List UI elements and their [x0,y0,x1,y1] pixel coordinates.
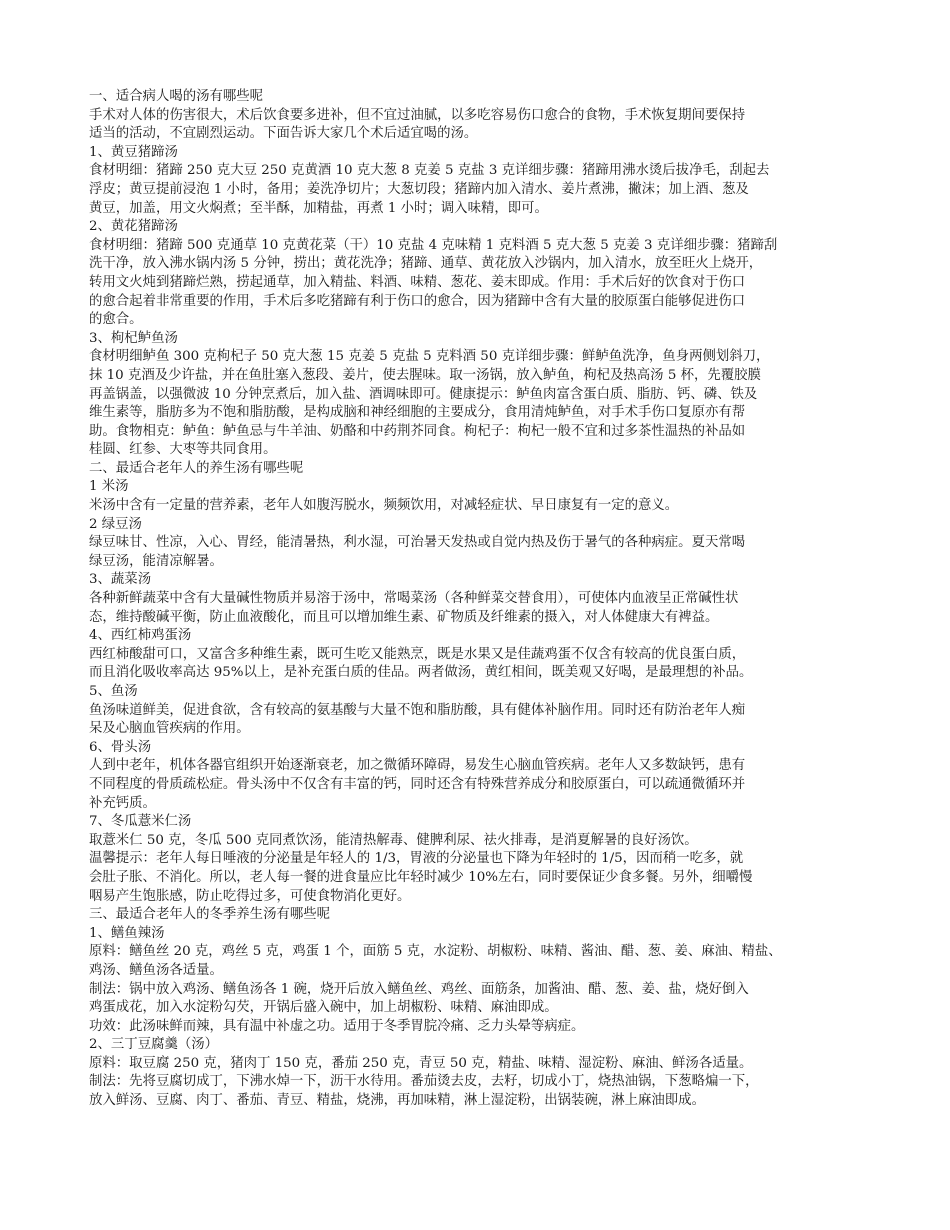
text-line: 鸡蛋成花，加入水淀粉勾芡，开锅后盛入碗中，加上胡椒粉、味精、麻油即成。 [89,1000,558,1016]
text-line: 鸡汤、鳝鱼汤各适量。 [89,962,223,978]
text-line: 食材明细鲈鱼 300 克枸杞子 50 克大葱 15 克姜 5 克盐 5 克料酒 50 克详细步骤：鲜鲈鱼洗净，鱼身两侧划斜刀， [89,349,770,365]
text-line: 1、黄豆猪蹄汤 [89,144,178,160]
text-line: 功效：此汤味鲜而辣，具有温中补虚之功。适用于冬季胃脘冷痛、乏力头晕等病症。 [89,1018,585,1034]
text-line: 西红柿酸甜可口，又富含多种维生素，既可生吃又能熟烹，既是水果又是佳蔬鸡蛋不仅含有较高的优良蛋白质， [89,646,746,662]
text-line: 而且消化吸收率高达 95%以上，是补充蛋白质的佳品。两者做汤，黄红相间，既美观又好喝，是最理想的补品。 [89,665,753,681]
text-line: 黄豆，加盖，用文火焖煮；至半酥，加精盐，再煮 1 小时；调入味精，即可。 [89,200,548,216]
text-line: 取薏米仁 50 克，冬瓜 500 克同煮饮汤，能清热解毒、健脾利尿、祛火排毒，是消夏解暑的良好汤饮。 [89,832,698,848]
text-line: 食材明细：猪蹄 500 克通草 10 克黄花菜（干）10 克盐 4 克味精 1 克料酒 5 克大葱 5 克姜 3 克详细步骤：猪蹄刮 [89,237,778,253]
text-line: 三、最适合老年人的冬季养生汤有哪些呢 [89,907,331,923]
text-line: 原料：取豆腐 250 克，猪肉丁 150 克，番茄 250 克，青豆 50 克，精盐、味精、湿淀粉、麻油、鲜汤各适量。 [89,1055,753,1071]
text-line: 食材明细：猪蹄 250 克大豆 250 克黄酒 10 克大葱 8 克姜 5 克盐 3 克详细步骤：猪蹄用沸水烫后拔净毛，刮起去 [89,163,770,179]
text-line: 适当的活动，不宜剧烈运动。下面告诉大家几个术后适宜喝的汤。 [89,126,478,142]
text-line: 鱼汤味道鲜美，促进食欲，含有较高的氨基酸与大量不饱和脂肪酸，具有健体补脑作用。同时还有防治老年人痴 [89,702,746,718]
text-line: 7、冬瓜薏米仁汤 [89,814,192,830]
text-line: 4、西红柿鸡蛋汤 [89,628,192,644]
text-line: 温馨提示：老年人每日唾液的分泌量是年轻人的 1/3，胃液的分泌量也下降为年轻时的 1/5，因而稍一吃多，就 [89,851,744,867]
text-line: 不同程度的骨质疏松症。骨头汤中不仅含有丰富的钙，同时还含有特殊营养成分和胶原蛋白，可以疏通微循环并 [89,776,746,792]
text-line: 二、最适合老年人的养生汤有哪些呢 [89,460,304,476]
text-line: 会肚子胀、不消化。所以，老人每一餐的进食量应比年轻时减少 10%左右，同时要保证少食多餐。另外，细嚼慢 [89,869,753,885]
text-line: 3、蔬菜汤 [89,572,152,588]
text-line: 再盖锅盖，以强微波 10 分钟烹煮后，加入盐、酒调味即可。健康提示：鲈鱼肉富含蛋白质、脂肪、钙、磷、铁及 [89,386,758,402]
text-line: 手术对人体的伤害很大，术后饮食要多进补，但不宜过油腻，以多吃容易伤口愈合的食物，手术恢复期间要保持 [89,107,746,123]
text-line: 1、鳝鱼辣汤 [89,925,165,941]
text-line: 2、三丁豆腐羹（汤） [89,1037,219,1053]
text-line: 的愈合起着非常重要的作用，手术后多吃猪蹄有利于伤口的愈合，因为猪蹄中含有大量的胶原蛋白能够促进伤口 [89,293,746,309]
text-line: 原料：鳝鱼丝 20 克，鸡丝 5 克，鸡蛋 1 个，面筋 5 克，水淀粉、胡椒粉、味精、酱油、醋、葱、姜、麻油、精盐、 [89,944,782,960]
text-line: 3、枸杞鲈鱼汤 [89,330,178,346]
text-line: 呆及心脑血管疾病的作用。 [89,721,250,737]
text-line: 6、骨头汤 [89,739,152,755]
text-line: 1 米汤 [89,479,129,495]
text-line: 米汤中含有一定量的营养素，老年人如腹泻脱水，频频饮用，对减轻症状、早日康复有一定的意义。 [89,498,679,514]
document-body [89,88,872,1111]
text-line: 桂圆、红参、大枣等共同食用。 [89,442,277,458]
text-line: 制法：先将豆腐切成丁，下沸水焯一下，沥干水待用。番茄烫去皮，去籽，切成小丁，烧热油锅，下葱略煸一下， [89,1074,759,1090]
text-line: 绿豆味甘、性凉，入心、胃经，能清暑热，利水湿，可治暑天发热或自觉内热及伤于暑气的各种病症。夏天常喝 [89,535,746,551]
text-line: 洗干净，放入沸水锅内汤 5 分钟，捞出；黄花洗净；猪蹄、通草、黄花放入沙锅内，加入清水，放至旺火上烧开， [89,256,763,272]
text-line: 的愈合。 [89,312,143,328]
text-line: 一、适合病人喝的汤有哪些呢 [89,89,264,104]
text-line: 补充钙质。 [89,795,156,811]
text-line: 2 绿豆汤 [89,516,142,532]
text-line: 人到中老年，机体各器官组织开始逐渐衰老，加之微循环障碍，易发生心脑血管疾病。老年人又多数缺钙，患有 [89,758,746,774]
text-line: 抹 10 克酒及少许盐，并在鱼肚塞入葱段、姜片，使去腥味。取一汤锅，放入鲈鱼，枸杞及热高汤 5 杯，先覆胶膜 [89,367,761,383]
text-line: 绿豆汤，能清凉解暑。 [89,553,223,569]
text-line: 各种新鲜蔬菜中含有大量碱性物质并易溶于汤中，常喝菜汤（各种鲜菜交替食用），可使体内血液呈正常碱性状 [89,591,739,607]
text-line: 维生素等，脂肪多为不饱和脂肪酸，是构成脑和神经细胞的主要成分，食用清炖鲈鱼，对手术手伤口复原亦有帮 [89,405,746,421]
text-line: 浮皮；黄豆提前浸泡 1 小时，备用；姜洗净切片；大葱切段；猪蹄内加入清水、姜片煮沸，撇沫；加上酒、葱及 [89,181,749,197]
text-line: 放入鲜汤、豆腐、肉丁、番茄、青豆、精盐，烧沸，再加味精，淋上湿淀粉，出锅装碗，淋上麻油即成。 [89,1093,705,1109]
text-line: 转用文火炖到猪蹄烂熟，捞起通草，加入精盐、料酒、味精、葱花、姜末即成。作用：手术后好的饮食对于伤口 [89,274,746,290]
text-line: 咽易产生饱胀感，防止吃得过多，可使食物消化更好。 [89,888,411,904]
text-line: 制法：锅中放入鸡汤、鳝鱼汤各 1 碗，烧开后放入鳝鱼丝、鸡丝、面筋条，加酱油、醋、葱、姜、盐，烧好倒入 [89,981,749,997]
text-line: 助。食物相克：鲈鱼：鲈鱼忌与牛羊油、奶酪和中药荆芥同食。枸杞子：枸杞一般不宜和过多茶性温热的补品如 [89,423,746,439]
text-line: 5、鱼汤 [89,684,138,699]
text-line: 态，维持酸碱平衡，防止血液酸化，而且可以增加维生素、矿物质及纤维素的摄入，对人体健康大有裨益。 [89,609,719,625]
text-line: 2、黄花猪蹄汤 [89,219,178,235]
